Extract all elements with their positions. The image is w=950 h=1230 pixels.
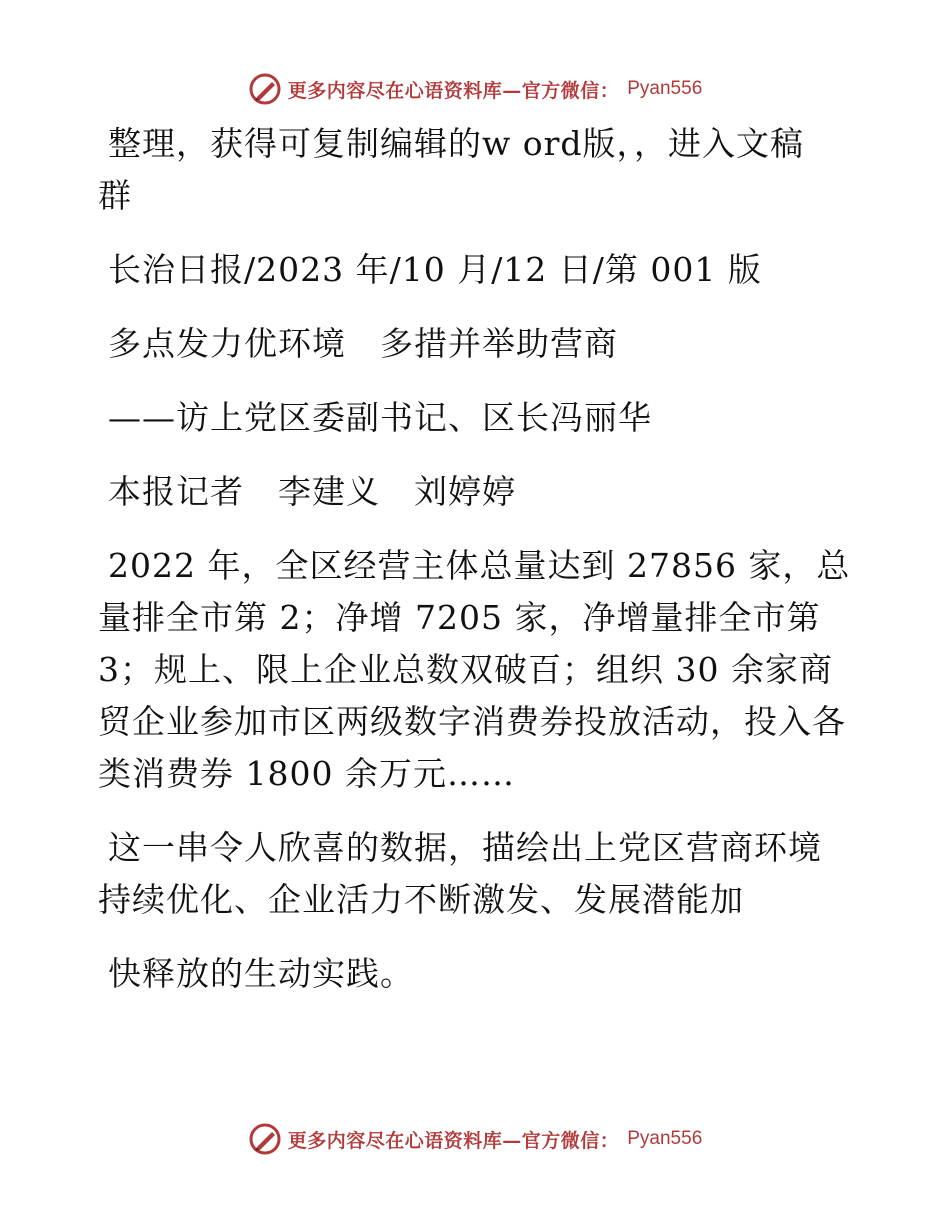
watermark-text: 更多内容尽在心语资料库—官方微信： bbox=[287, 1129, 620, 1152]
document-page bbox=[98, 118, 858, 1000]
paragraph-1-line: 3；规上、限上企业总数双破百；组织 30 余家商 bbox=[98, 650, 833, 689]
pen-logo-icon bbox=[248, 1122, 282, 1156]
source-line: 长治日报/2023 年/10 月/12 日/第 001 版 bbox=[108, 250, 762, 289]
paragraph-2 bbox=[98, 822, 858, 926]
paragraph-2-line: 持续优化、企业活力不断激发、发展潜能加 bbox=[98, 880, 744, 919]
intro-line-2: 群 bbox=[98, 176, 132, 215]
watermark-banner-top bbox=[0, 72, 950, 106]
subheadline: ——访上党区委副书记、区长冯丽华 bbox=[108, 398, 652, 437]
paragraph-1 bbox=[98, 540, 858, 800]
watermark-text: 更多内容尽在心语资料库—官方微信： bbox=[287, 79, 620, 102]
watermark-wechat-id: Pyan556 bbox=[627, 78, 703, 99]
paragraph-1-line: 贸企业参加市区两级数字消费券投放活动，投入各 bbox=[98, 702, 846, 741]
pen-logo-icon bbox=[248, 72, 282, 106]
intro-line-1: 整理，获得可复制编辑的w ord版，，进入文稿 bbox=[108, 124, 805, 163]
paragraph-1-line: 2022 年，全区经营主体总量达到 27856 家，总 bbox=[108, 546, 851, 585]
paragraph-2-line: 这一串令人欣喜的数据，描绘出上党区营商环境 bbox=[108, 828, 822, 867]
byline: 本报记者 李建义 刘婷婷 bbox=[108, 472, 516, 511]
paragraph-1-line: 类消费券 1800 余万元…… bbox=[98, 754, 515, 793]
paragraph-1-line: 量排全市第 2；净增 7205 家，净增量排全市第 bbox=[98, 598, 821, 637]
headline: 多点发力优环境 多措并举助营商 bbox=[108, 324, 618, 363]
watermark-banner-bottom bbox=[0, 1122, 950, 1156]
paragraph-3: 快释放的生动实践。 bbox=[108, 954, 414, 993]
watermark-wechat-id: Pyan556 bbox=[627, 1128, 703, 1149]
